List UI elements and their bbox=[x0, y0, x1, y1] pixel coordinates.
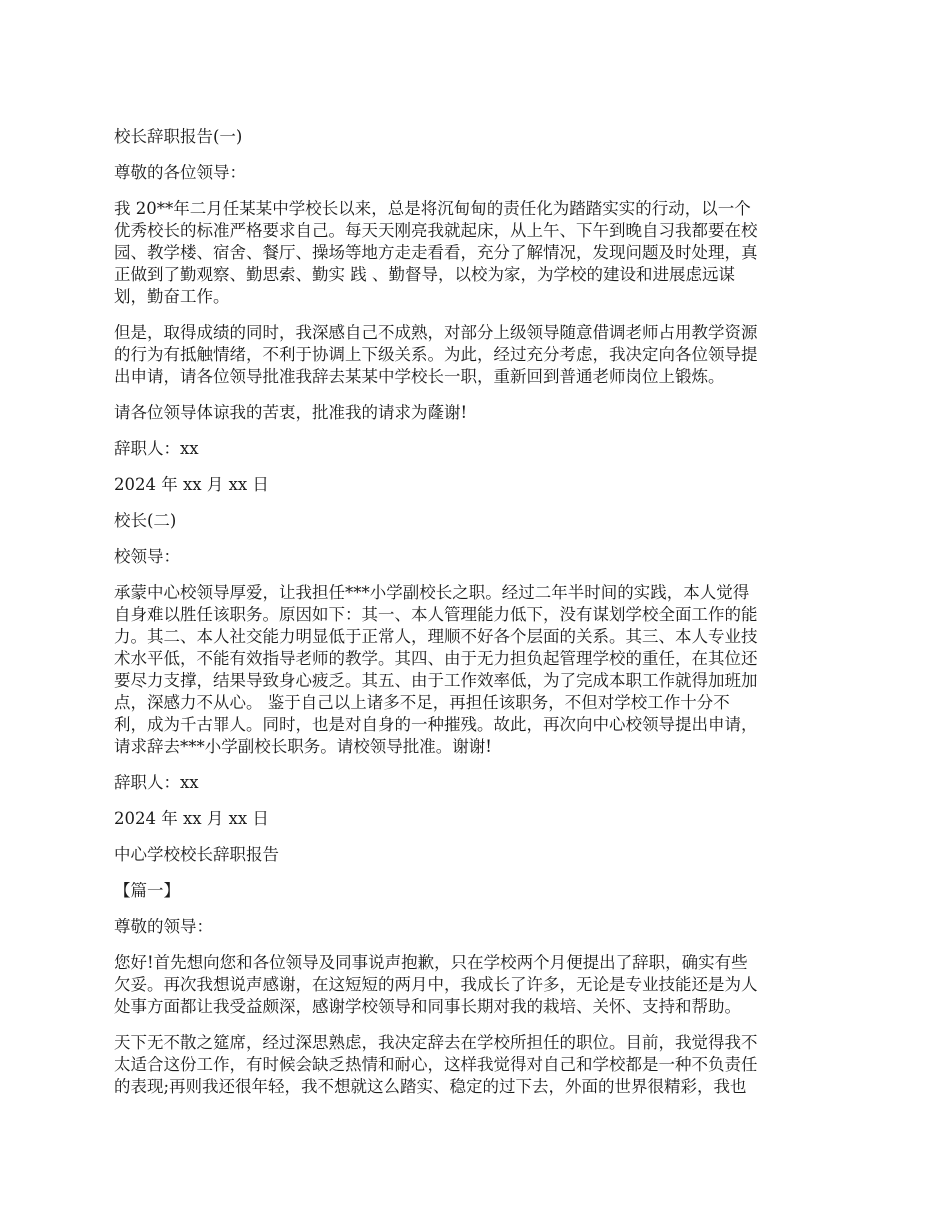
date-line: 2024 年 xx 月 xx 日 bbox=[114, 475, 269, 494]
salutation: 尊敬的领导： bbox=[114, 917, 213, 936]
body-paragraph: 您好!首先想向您和各位领导及同事说声抱歉，只在学校两个月便提出了辞职，确实有些 欠妥。再次我想说声感谢，在这短短的两月中，我成长了许多，无论是专业技能还是为人 处事方面都让我受益颇深，感谢学校领导和同事长期对我的栽培、关怀、支持和帮助。 bbox=[114, 953, 758, 1016]
section-label: 【篇一】 bbox=[114, 881, 180, 900]
heading-report-one: 校长辞职报告(一) bbox=[114, 127, 243, 146]
body-paragraph: 天下无不散之筵席，经过深思熟虑，我决定辞去在学校所担任的职位。目前，我觉得我不 太适合这份工作，有时候会缺乏热情和耐心，这样我觉得对自己和学校都是一种不负责任 的表现;再则我还很年轻，我不想就这么踏实、稳定的过下去，外面的世界很精彩，我也 bbox=[114, 1033, 758, 1096]
signature-line: 辞职人：xx bbox=[114, 773, 199, 792]
section-title: 中心学校校长辞职报告 bbox=[114, 845, 279, 864]
date-line: 2024 年 xx 月 xx 日 bbox=[114, 809, 269, 828]
salutation: 尊敬的各位领导： bbox=[114, 163, 246, 182]
body-paragraph: 但是，取得成绩的同时，我深感自己不成熟，对部分上级领导随意借调老师占用教学资源 的行为有抵触情绪，不利于协调上下级关系。为此，经过充分考虑，我决定向各位领导提 出申请，请各位领导批准我辞去某某中学校长一职，重新回到普通老师岗位上锻炼。 bbox=[114, 323, 758, 386]
body-paragraph: 承蒙中心校领导厚爱，让我担任***小学副校长之职。经过二年半时间的实践，本人觉得 自身难以胜任该职务。原因如下：其一、本人管理能力低下，没有谋划学校全面工作的能 力。其二、本人社交能力明显低于正常人，理顺不好各个层面的关系。其三、本人专业技 术水平低，不能有效指导老师的教学。其四、由于无力担负起管理学校的重任，在其位还 要尽力支撑，结果导致身心疲乏。其五、由于工作效率低，为了完成本职工作就得加班加 点，深感力不从心。 鉴于自己以上诸多不足，再担任该职务，不但对学校工作十分不 利，成为千古罪人。同时，也是对自身的一种摧残。故此，再次向中心校领导提出申请， 请求辞去***小学副校长职务。请校领导批准。谢谢! bbox=[114, 583, 758, 756]
closing-request: 请各位领导体谅我的苦衷，批准我的请求为蕯谢! bbox=[114, 403, 468, 422]
heading-report-two: 校长(二) bbox=[114, 511, 177, 530]
salutation: 校领导： bbox=[114, 547, 180, 566]
signature-line: 辞职人：xx bbox=[114, 439, 199, 458]
body-paragraph: 我 20**年二月任某某中学校长以来，总是将沉甸甸的责任化为踏踏实实的行动，以一个 优秀校长的标准严格要求自己。每天天刚亮我就起床，从上午、下午到晚自习我都要在校 园、教学楼、宿舍、餐厅、操场等地方走走看看，充分了解情况，发现问题及时处理，真 正做到了勤观察、勤思索、勤实 践 、勤督导，以校为家，为学校的建设和进展虑远谋 划，勤奋工作。 bbox=[114, 199, 758, 306]
